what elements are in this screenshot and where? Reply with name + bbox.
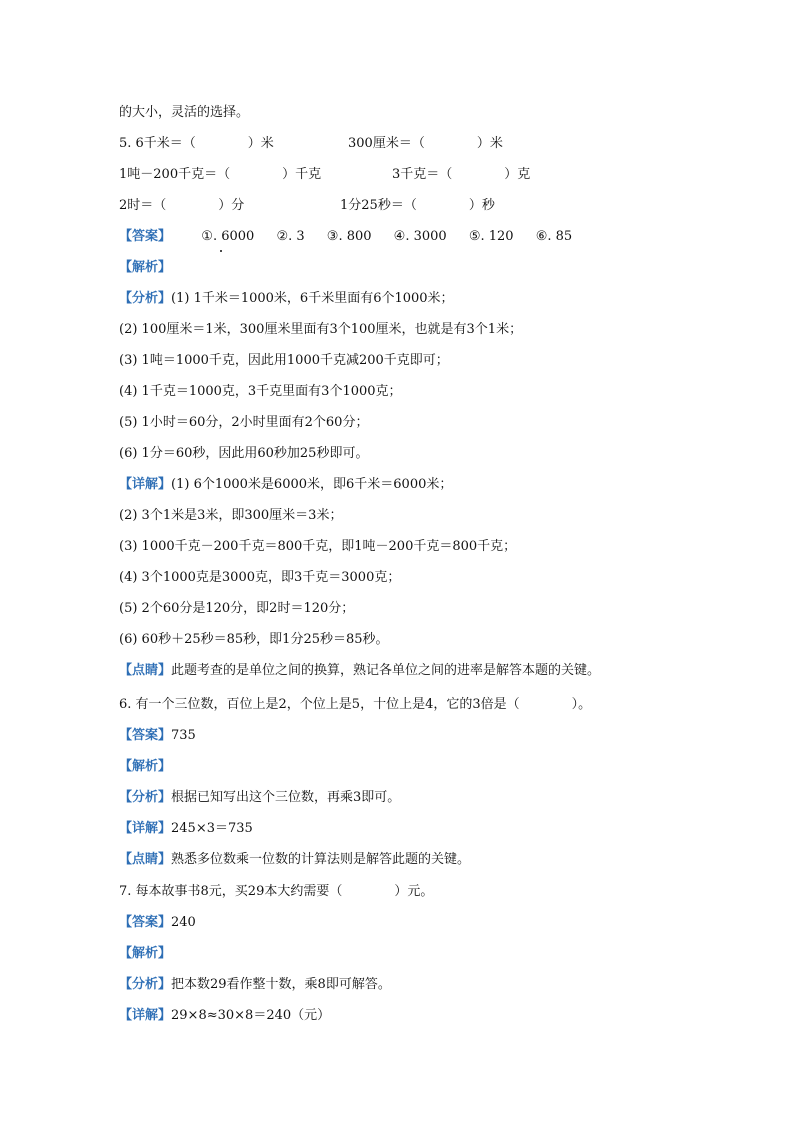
q5-xiangjie-6: (6) 60秒＋25秒＝85秒，即1分25秒＝85秒。 xyxy=(119,632,389,647)
q5-xiangjie-3: (3) 1000千克－200千克＝800千克，即1吨－200千克＝800千克； xyxy=(119,539,517,554)
q6-xiangjie xyxy=(119,820,253,838)
answer-tag: 【答案】 xyxy=(119,728,172,743)
q5-fenxi-2: (2) 100厘米＝1米，300厘米里面有3个100厘米，也就是有3个1米； xyxy=(119,322,523,337)
answer-item: ③. 800 xyxy=(326,229,372,244)
q7-jiexi xyxy=(119,945,171,963)
answer-item: ②. 3 xyxy=(276,229,305,244)
q5-fenxi-3: (3) 1吨＝1000千克，因此用1000千克减200千克即可； xyxy=(119,353,449,368)
q5-row3-right: 1分25秒＝（ ）秒 xyxy=(340,198,495,213)
q5-xiangjie-2: (2) 3个1米是3米，即300厘米＝3米； xyxy=(119,508,343,523)
fenxi-tag: 【分析】 xyxy=(119,291,172,306)
q5-row2-right: 3千克＝（ ）克 xyxy=(392,167,531,182)
answer-tag: 【答案】 xyxy=(119,229,172,244)
jiexi-tag: 【解析】 xyxy=(119,260,172,275)
fenxi-tag: 【分析】 xyxy=(119,790,172,805)
fenxi-text: 把本数29看作整十数，乘8即可解答。 xyxy=(171,977,391,992)
q5-xiangjie-1 xyxy=(119,476,452,494)
answer-value: 240 xyxy=(171,915,196,930)
dianjing-tag: 【点睛】 xyxy=(119,663,172,678)
answer-item: ①. 6000 xyxy=(201,229,255,244)
q5-fenxi-1 xyxy=(119,290,454,308)
xiangjie-tag: 【详解】 xyxy=(119,477,172,492)
text-line: 的大小，灵活的选择。 xyxy=(119,105,250,120)
dianjing-text: 此题考查的是单位之间的换算，熟记各单位之间的进率是解答本题的关键。 xyxy=(171,663,601,678)
q5-fenxi-6: (6) 1分＝60秒，因此用60秒加25秒即可。 xyxy=(119,446,369,461)
q5-dianjing xyxy=(119,662,600,680)
fenxi-text: (1) 1千米＝1000米，6千米里面有6个1000米； xyxy=(171,291,454,306)
q6-fenxi xyxy=(119,789,400,807)
q5-xiangjie-4: (4) 3个1000克是3000克，即3千克＝3000克； xyxy=(119,570,401,585)
emphasis-dot xyxy=(220,250,222,252)
fenxi-text: 根据已知写出这个三位数，再乘3即可。 xyxy=(171,790,401,805)
answer-item: ④. 3000 xyxy=(393,229,447,244)
q5-answer-line xyxy=(119,228,590,246)
q5-xiangjie-5: (5) 2个60分是120分，即2时＝120分； xyxy=(119,601,355,616)
q5-row3-left: 2时＝（ ）分 xyxy=(119,198,245,213)
q5-fenxi-5: (5) 1小时＝60分，2小时里面有2个60分； xyxy=(119,415,369,430)
fenxi-tag: 【分析】 xyxy=(119,977,172,992)
xiangjie-text: (1) 6个1000米是6000米，即6千米＝6000米； xyxy=(171,477,453,492)
q5-row2-left: 1吨－200千克＝（ ）千克 xyxy=(119,167,322,182)
q7-fenxi xyxy=(119,976,391,994)
q5-row1-right: 300厘米＝（ ）米 xyxy=(348,136,503,151)
xiangjie-text: 245×3＝735 xyxy=(171,821,253,836)
jiexi-tag: 【解析】 xyxy=(119,759,172,774)
answer-item: ⑥. 85 xyxy=(535,229,573,244)
dianjing-tag: 【点睛】 xyxy=(119,852,172,867)
q5-row1-left: 5. 6千米＝（ ）米 xyxy=(119,136,274,151)
dianjing-text: 熟悉多位数乘一位数的计算法则是解答此题的关键。 xyxy=(171,852,471,867)
answer-item: ⑤. 120 xyxy=(468,229,514,244)
xiangjie-tag: 【详解】 xyxy=(119,821,172,836)
q7-question: 7. 每本故事书8元，买29本大约需要（ ）元。 xyxy=(119,884,434,899)
answer-tag: 【答案】 xyxy=(119,915,172,930)
q5-answer-items xyxy=(201,228,590,246)
q7-answer xyxy=(119,914,196,932)
q6-dianjing xyxy=(119,851,470,869)
xiangjie-tag: 【详解】 xyxy=(119,1008,172,1023)
q7-xiangjie xyxy=(119,1007,330,1025)
q6-question: 6. 有一个三位数，百位上是2，个位上是5，十位上是4，它的3倍是（ ）。 xyxy=(119,697,592,712)
q5-fenxi-4: (4) 1千克＝1000克，3千克里面有3个1000克； xyxy=(119,384,402,399)
jiexi-tag: 【解析】 xyxy=(119,946,172,961)
q6-answer xyxy=(119,727,196,745)
q6-jiexi xyxy=(119,758,171,776)
answer-value: 735 xyxy=(171,728,196,743)
xiangjie-text: 29×8≈30×8＝240（元） xyxy=(171,1008,331,1023)
q5-jiexi xyxy=(119,259,171,277)
